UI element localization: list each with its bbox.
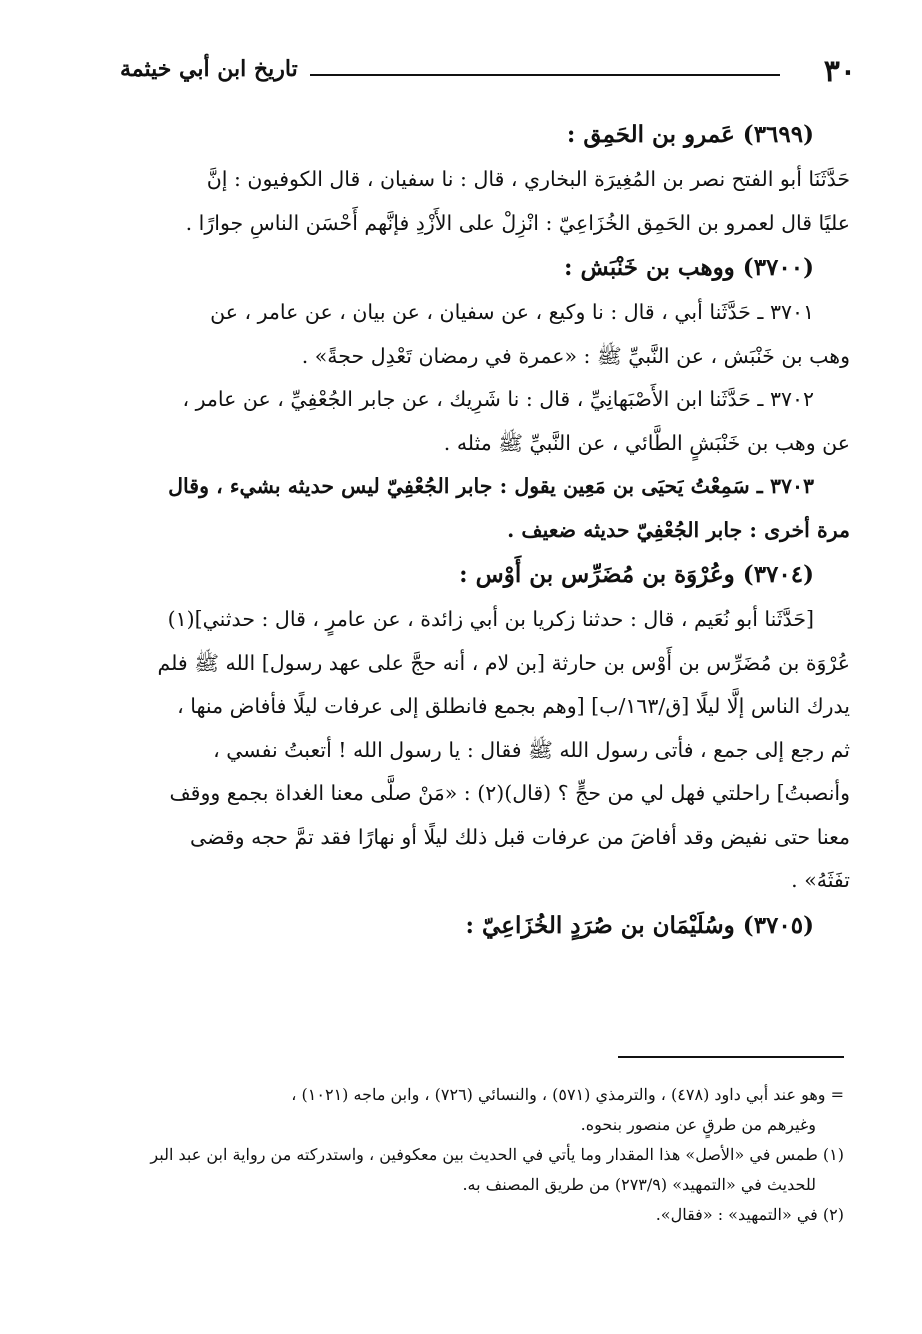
- text-line: يدرك الناس إلَّا ليلًا [ق/١٦٣/ب] [وهم بجمع فانطلق إلى عرفات ليلًا فأفاض منها ،: [177, 694, 850, 718]
- footnote-line: وغيرهم من طرقٍ عن منصور بنحوه.: [580, 1115, 816, 1134]
- footnote-line: (٢) في «التمهيد» : «فقال».: [655, 1205, 844, 1224]
- book-title: تاريخ ابن أبي خيثمة: [120, 56, 298, 82]
- footnote-rule: [618, 1056, 844, 1058]
- page-number: ٣٠: [823, 54, 856, 89]
- text-line: عُرْوَة بن مُضَرِّس بن أَوْس بن حارثة [بن لام ، أنه حجَّ على عهد رسول] الله ﷺ فلم: [157, 650, 850, 675]
- footnote-line: (١) طمس في «الأصل» هذا المقدار وما يأتي في الحديث بين معكوفين ، واستدركته من رواية ابن عبد البر: [150, 1145, 844, 1164]
- main-text: [120, 112, 850, 949]
- text-line: معنا حتى نفيض وقد أفاضَ من عرفات قبل ذلك ليلًا أو نهارًا فقد تمَّ حجه وقضى: [190, 824, 850, 849]
- text-line: ثم رجع إلى جمع ، فأتى رسول الله ﷺ فقال : يا رسول الله ! أتعبتُ نفسي ،: [213, 737, 850, 762]
- text-line: عن وهب بن خَنْبَشٍ الطَّائي ، عن النَّبيِّ ﷺ مثله .: [443, 430, 850, 455]
- text-line: وأنصبتُ] راحلتي فهل لي من حجٍّ ؟ (قال)(٢) : «مَنْ صلَّى معنا الغداة بجمع ووقف: [169, 781, 850, 805]
- entry-heading: (٣٧٠٠) ووهب بن خَنْبَش :: [564, 254, 814, 281]
- footnotes: [96, 1080, 844, 1230]
- text-line: ٣٧٠١ ـ حَدَّثَنا أبي ، قال : نا وكيع ، عن سفيان ، عن بيان ، عن عامر ، عن: [210, 300, 814, 324]
- entry-heading: (٣٦٩٩) عَمرو بن الحَمِق :: [566, 121, 814, 148]
- footnote-line: للحديث في «التمهيد» (٢٧٣/٩) من طريق المصنف به.: [462, 1175, 816, 1194]
- text-line: وهب بن خَنْبَش ، عن النَّبيِّ ﷺ : «عمرة في رمضان تَعْدِل حجةً» .: [301, 343, 850, 368]
- footnote-line: = وهو عند أبي داود (٤٧٨) ، والترمذي (٥٧١) ، والنسائي (٧٢٦) ، وابن ماجه (١٠٢١) ،: [291, 1085, 844, 1104]
- text-line: مرة أخرى : جابر الجُعْفِيّ حديثه ضعيف .: [507, 517, 850, 542]
- entry-heading: (٣٧٠٤) وعُرْوَة بن مُضَرِّس بن أَوْس :: [459, 561, 814, 588]
- text-line: حَدَّثَنَا أبو الفتح نصر بن المُغِيرَة البخاري ، قال : نا سفيان ، قال الكوفيون : إنَّ: [206, 167, 850, 191]
- text-line: [حَدَّثَنا أبو نُعَيم ، قال : حدثنا زكريا بن أبي زائدة ، عن عامرٍ ، قال : حدثني](١): [167, 607, 814, 631]
- entry-heading: (٣٧٠٥) وسُلَيْمَان بن صُرَدٍ الخُزَاعِيّ :: [465, 911, 814, 939]
- header-rule: [310, 74, 780, 76]
- text-line: ٣٧٠٣ ـ سَمِعْتُ يَحيَى بن مَعِين يقول : جابر الجُعْفِيّ ليس حديثه بشيء ، وقال: [168, 474, 814, 498]
- text-line: عليًا قال لعمرو بن الحَمِق الخُزَاعِيّ : انْزِلْ على الأَزْدِ فإنَّهم أَحْسَن الناسِ جوارًا .: [185, 210, 850, 235]
- text-line: ٣٧٠٢ ـ حَدَّثَنا ابن الأَصْبَهانِيِّ ، قال : نا شَرِيك ، عن جابر الجُعْفِيِّ ، عن عامر ،: [182, 387, 814, 411]
- page-header: [120, 52, 862, 92]
- text-line: تفَثَهُ» .: [791, 868, 850, 892]
